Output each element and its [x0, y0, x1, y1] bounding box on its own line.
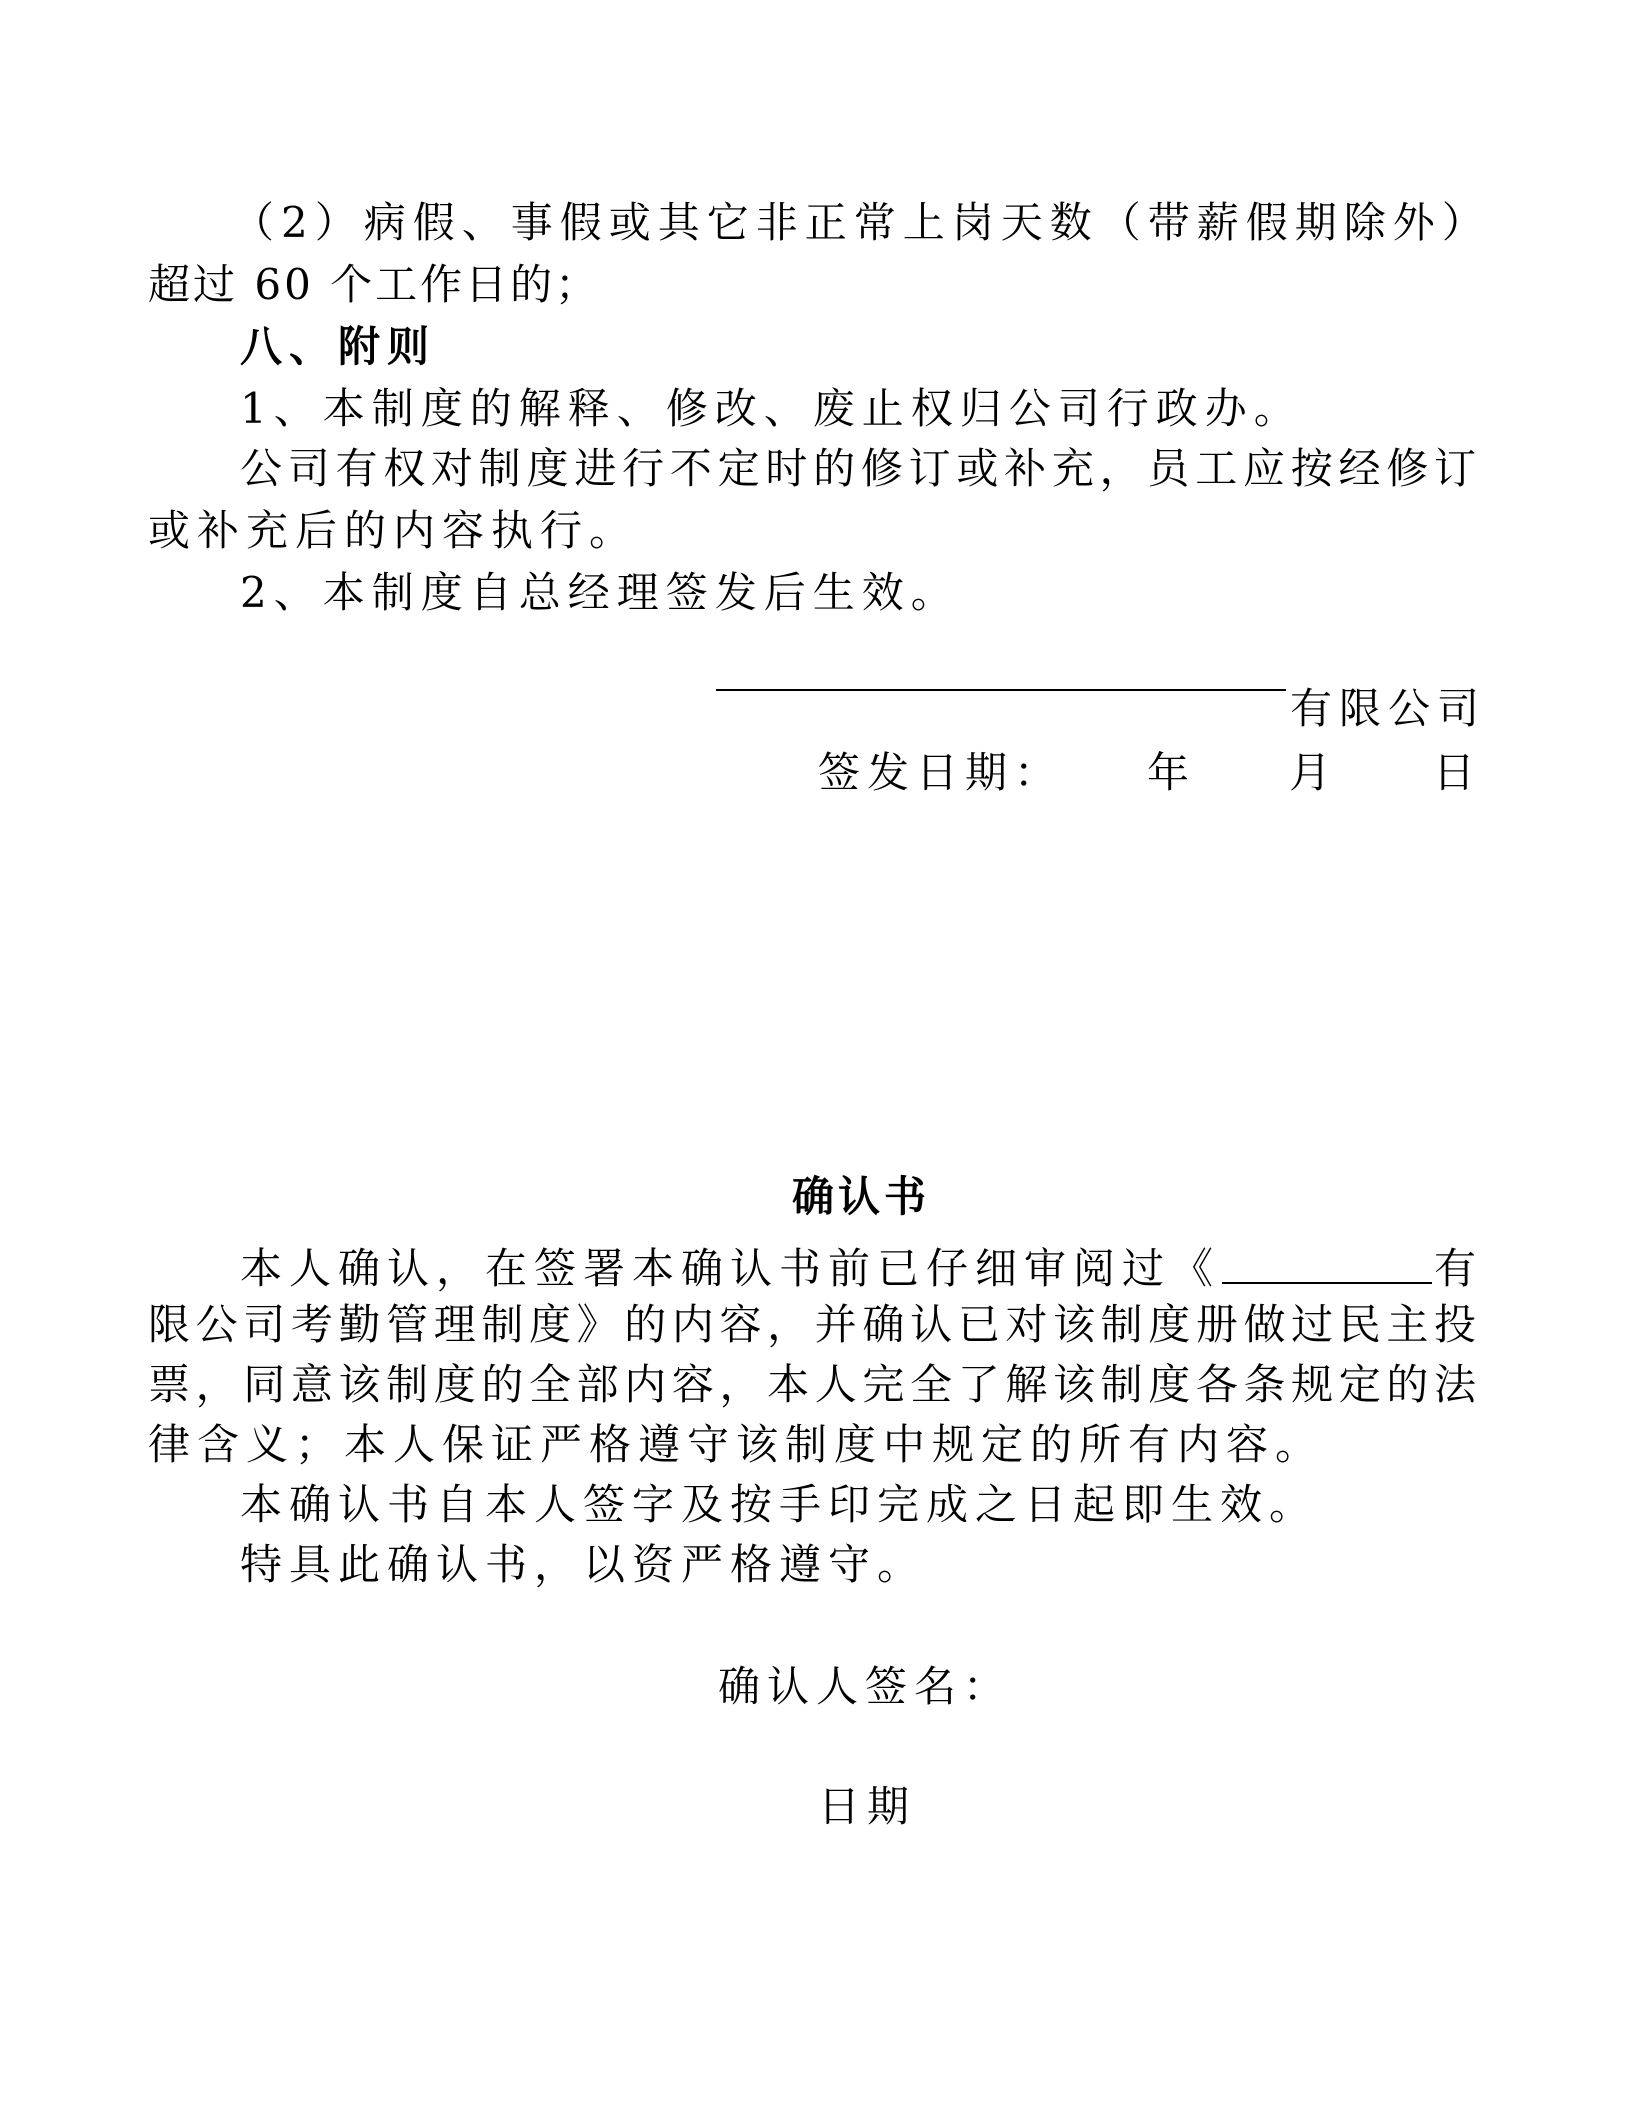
- policy-revision-line2: 或补充后的内容执行。: [148, 506, 639, 555]
- issue-date-month-label: 月: [1289, 748, 1339, 797]
- policy-clause-1: 1、本制度的解释、修改、废止权归公司行政办。: [240, 384, 1303, 433]
- policy-revision-line1: 公司有权对制度进行不定时的修订或补充，员工应按经修订: [240, 444, 1476, 493]
- policy-clause-2: 2、本制度自总经理签发后生效。: [240, 568, 960, 617]
- policy-item-2-line2: 超过 60 个工作日的；: [148, 260, 601, 309]
- signer-label: 确认人签名：: [718, 1662, 1013, 1711]
- confirmation-title: 确认书: [792, 1172, 931, 1221]
- confirmation-para1-line3: 票，同意该制度的全部内容，本人完全了解该制度各条规定的法: [148, 1360, 1476, 1409]
- confirmation-para3: 特具此确认书，以资严格遵守。: [240, 1540, 927, 1589]
- confirmation-para2: 本确认书自本人签字及按手印完成之日起即生效。: [240, 1480, 1319, 1529]
- section-heading-appendix: 八、附则: [240, 322, 437, 371]
- confirmation-para1-line1-text: 本人确认，在签署本确认书前已仔细审阅过《: [240, 1244, 1221, 1293]
- company-suffix: 有限公司: [1290, 684, 1487, 733]
- confirmation-para1-line4: 律含义；本人保证严格遵守该制度中规定的所有内容。: [148, 1420, 1325, 1469]
- confirmation-para1-line2: 限公司考勤管理制度》的内容，并确认已对该制度册做过民主投: [148, 1300, 1476, 1349]
- policy-item-2-line1: （2）病假、事假或其它非正常上岗天数（带薪假期除外）: [232, 198, 1491, 247]
- company-name-blank-line: [716, 689, 1286, 691]
- company-name-blank: [1222, 1242, 1432, 1284]
- confirmation-para1-line1-end: 有: [1433, 1244, 1476, 1293]
- issue-date-day-label: 日: [1433, 748, 1483, 797]
- signer-date-label: 日期: [818, 1782, 917, 1831]
- confirmation-para1-line1: [240, 1242, 1476, 1293]
- issue-date-label: 签发日期：: [818, 748, 1064, 797]
- issue-date-year-label: 年: [1147, 748, 1197, 797]
